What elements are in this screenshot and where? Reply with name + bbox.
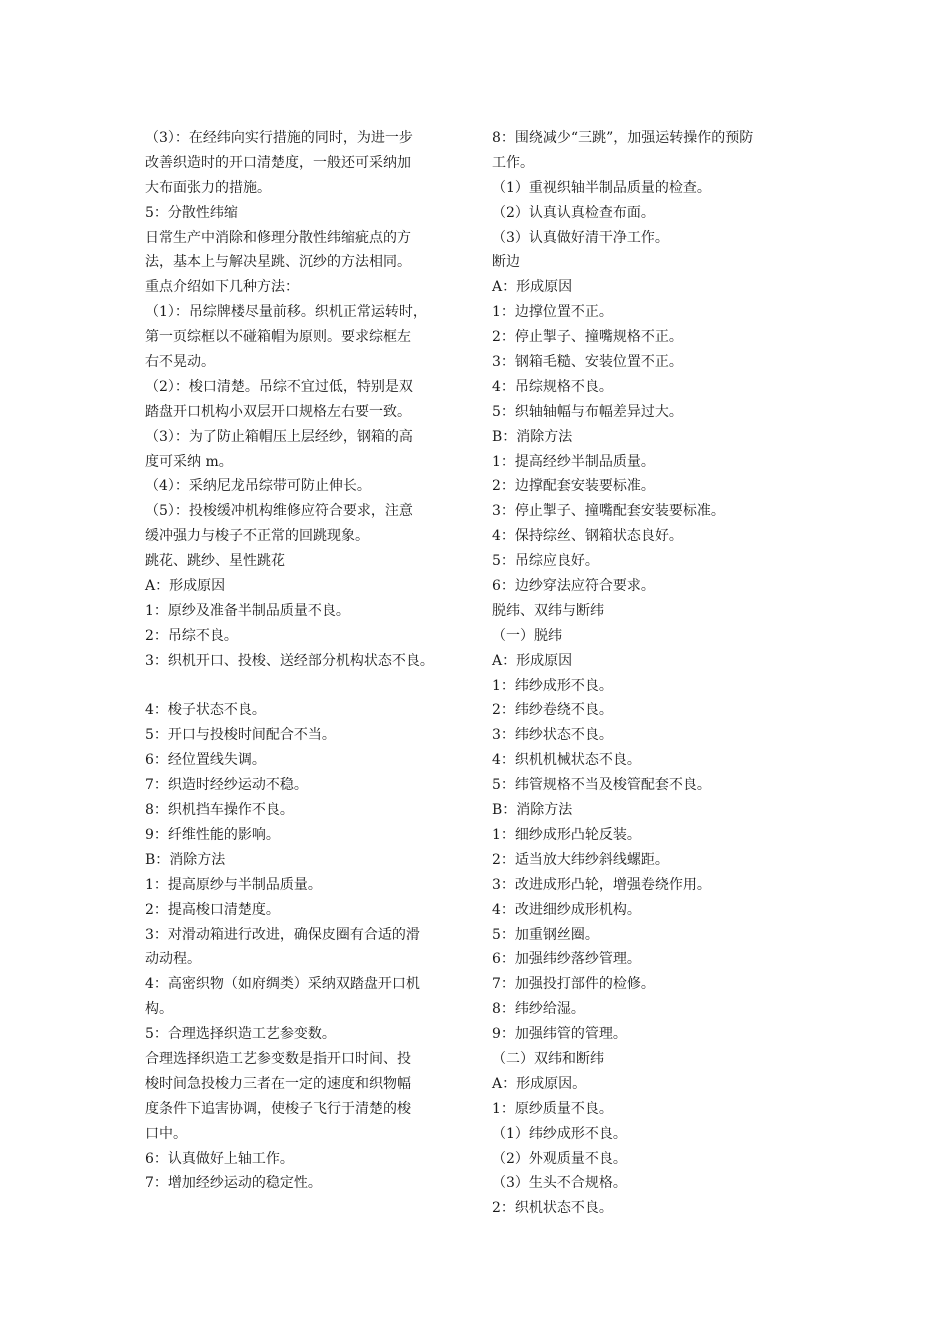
text-line: 第一页综框以不碰箱帽为原则。要求综框左 (145, 329, 411, 346)
text-line: 1：原纱及准备半制品质量不良。 (145, 602, 350, 619)
text-line: 2：织机状态不良。 (492, 1200, 613, 1217)
text-line: （3）生头不合规格。 (492, 1175, 627, 1192)
text-line: 缓冲强力与梭子不正常的回跳现象。 (145, 528, 369, 545)
text-line: 梭时间急投梭力三者在一定的速度和织物幅 (145, 1075, 411, 1092)
text-line: B：消除方法 (492, 428, 573, 445)
text-line: 3：对滑动箱进行改进，确保皮圈有合适的滑 (145, 926, 420, 943)
text-line: 9：纤维性能的影响。 (145, 826, 280, 843)
text-line: 5：纬管规格不当及梭管配套不良。 (492, 777, 711, 794)
text-line: A：形成原因。 (492, 1075, 587, 1092)
text-line: 3：纬纱状态不良。 (492, 727, 613, 744)
text-line: 跳花、跳纱、星性跳花 (145, 553, 285, 570)
text-line: 8：织机挡车操作不良。 (145, 802, 294, 819)
text-line: （4）：采纳尼龙吊综带可防止伸长。 (145, 478, 371, 495)
text-line: （2）外观质量不良。 (492, 1150, 627, 1167)
text-line: 4：高密织物（如府绸类）采纳双踏盘开口机 (145, 976, 420, 993)
text-line: （2）认真认真检查布面。 (492, 204, 655, 221)
text-line: （3）认真做好清干净工作。 (492, 229, 669, 246)
text-line: A：形成原因 (492, 279, 573, 296)
text-line: 3：织机开口、投梭、送经部分机构状态不良。 (145, 652, 434, 669)
text-line: 5：织轴轴幅与布幅差异过大。 (492, 403, 683, 420)
text-line: 4：改进细纱成形机构。 (492, 901, 641, 918)
text-line: 2：边撑配套安装要标准。 (492, 478, 655, 495)
text-line: 2：适当放大纬纱斜线螺距。 (492, 851, 669, 868)
text-line: 7：加强投打部件的检修。 (492, 976, 655, 993)
text-line: 工作。 (492, 154, 534, 171)
text-line: 合理选择织造工艺参变数是指开口时间、投 (145, 1050, 411, 1067)
text-line: 2：纬纱卷绕不良。 (492, 702, 613, 719)
text-line: 度条件下追害协调，使梭子飞行于清楚的梭 (145, 1100, 411, 1117)
text-line: 9：加强纬管的管理。 (492, 1026, 627, 1043)
text-line: 5：开口与投梭时间配合不当。 (145, 727, 336, 744)
text-line: 5：加重钢丝圈。 (492, 926, 599, 943)
text-line (145, 674, 470, 699)
text-line: 2：吊综不良。 (145, 627, 238, 644)
text-line: （5）：投梭缓冲机构维修应符合要求，注意 (145, 503, 413, 520)
text-line: 2：提高梭口清楚度。 (145, 901, 280, 918)
text-line: 构。 (145, 1001, 173, 1018)
text-line: B：消除方法 (145, 851, 226, 868)
text-line: 8：围绕减少“三跳”，加强运转操作的预防 (492, 130, 754, 146)
text-line: 大布面张力的措施。 (145, 179, 271, 196)
text-line: 7：织造时经纱运动不稳。 (145, 777, 308, 794)
text-line: 4：吊综规格不良。 (492, 378, 613, 395)
text-line: 6：经位置线失调。 (145, 752, 266, 769)
text-line: 4：保持综丝、钢箱状态良好。 (492, 528, 683, 545)
text-line: 5：分散性纬缩 (145, 204, 238, 221)
text-line: （1）重视织轴半制品质量的检查。 (492, 179, 711, 196)
text-line: （一）脱纬 (492, 627, 562, 644)
text-line: 5：吊综应良好。 (492, 553, 599, 570)
text-line: 度可采纳 m。 (145, 453, 233, 470)
text-line: 日常生产中消除和修理分散性纬缩疵点的方 (145, 229, 411, 246)
text-line: 6：边纱穿法应符合要求。 (492, 578, 655, 595)
text-line: 右不晃动。 (145, 354, 215, 371)
text-line: 1：原纱质量不良。 (492, 1100, 613, 1117)
text-line: 4：织机机械状态不良。 (492, 752, 641, 769)
text-line: 2：停止掣子、撞嘴规格不正。 (492, 329, 683, 346)
text-line: B：消除方法 (492, 802, 573, 819)
text-line: 1：细纱成形凸轮反装。 (492, 826, 641, 843)
text-line: 1：边撑位置不正。 (492, 304, 613, 321)
text-line: 6：加强纬纱落纱管理。 (492, 951, 641, 968)
text-line: （1）纬纱成形不良。 (492, 1125, 627, 1142)
text-line: 7：增加经纱运动的稳定性。 (145, 1175, 322, 1192)
text-line: （1）：吊综牌楼尽量前移。织机正常运转时， (145, 304, 427, 321)
text-line: 口中。 (145, 1125, 187, 1142)
text-line: （二）双纬和断纬 (492, 1050, 604, 1067)
right-column (492, 126, 812, 1221)
text-line: （3）：在经纬向实行措施的同时，为进一步 (145, 130, 413, 146)
text-line: 5：合理选择织造工艺参变数。 (145, 1026, 336, 1043)
text-line: 8：纬纱给湿。 (492, 1001, 585, 1018)
text-line: 1：纬纱成形不良。 (492, 677, 613, 694)
left-column (145, 126, 470, 1196)
text-line: 4：梭子状态不良。 (145, 702, 266, 719)
text-line: 6：认真做好上轴工作。 (145, 1150, 294, 1167)
text-line: 法，基本上与解决星跳、沉纱的方法相同。 (145, 254, 411, 271)
text-line: 踏盘开口机构小双层开口规格左右要一致。 (145, 403, 411, 420)
text-line: 重点介绍如下几种方法： (145, 279, 299, 296)
text-line: （2）：梭口清楚。吊综不宜过低，特别是双 (145, 378, 413, 395)
text-line: A：形成原因 (145, 578, 226, 595)
text-line: 1：提高原纱与半制品质量。 (145, 876, 322, 893)
text-line: （3）：为了防止箱帽压上层经纱，钢箱的高 (145, 428, 413, 445)
text-line: A：形成原因 (492, 652, 573, 669)
text-line: 动动程。 (145, 951, 201, 968)
text-line: 3：钢箱毛糙、安装位置不正。 (492, 354, 683, 371)
text-line: 断边 (492, 254, 520, 271)
text-line: 3：改进成形凸轮，增强卷绕作用。 (492, 876, 711, 893)
text-line: 改善织造时的开口清楚度，一般还可采纳加 (145, 154, 411, 171)
text-line: 脱纬、双纬与断纬 (492, 602, 604, 619)
text-line: 3：停止掣子、撞嘴配套安装要标准。 (492, 503, 725, 520)
text-line: 1：提高经纱半制品质量。 (492, 453, 655, 470)
